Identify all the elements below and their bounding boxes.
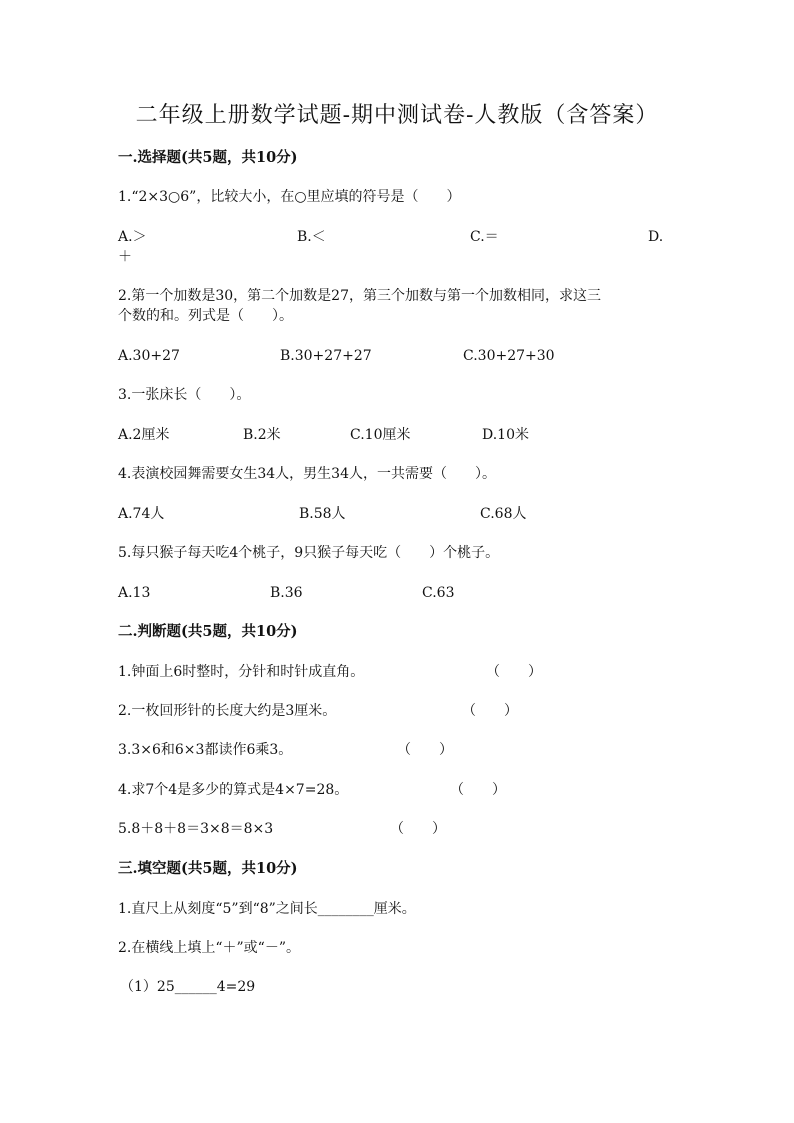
question-text: 5.每只猴子每天吃4个桃子，9只猴子每天吃（ ）个桃子。: [118, 545, 500, 561]
section-heading-choice: 一.选择题(共5题，共10分): [118, 149, 298, 166]
question-text: 个数的和。列式是（ ）。: [118, 308, 293, 324]
option: A.＞: [118, 229, 147, 245]
option: A.74人: [118, 506, 165, 522]
question-text: 4.表演校园舞需要女生34人，男生34人，一共需要（ ）。: [118, 466, 496, 482]
option: C.30+27+30: [463, 348, 555, 364]
question-text: 3.一张床长（ ）。: [118, 387, 251, 403]
option: C.＝: [470, 229, 499, 245]
answer-bracket: （ ）: [486, 664, 542, 680]
answer-bracket: （ ）: [450, 782, 506, 798]
option: B.30+27+27: [280, 348, 372, 364]
question-text: 3.3×6和6×3都读作6乘3。: [118, 742, 293, 758]
option: A.2厘米: [118, 427, 170, 443]
question-text: 1.直尺上从刻度“5”到“8”之间长________厘米。: [118, 901, 416, 917]
option: D.10米: [482, 427, 529, 443]
answer-bracket: （ ）: [390, 821, 446, 837]
answer-bracket: （ ）: [462, 703, 518, 719]
option: B.＜: [297, 229, 326, 245]
question-text: 5.8＋8＋8＝3×8＝8×3: [118, 821, 274, 837]
question-text: 1.“2×3○6”，比较大小，在○里应填的符号是（ ）: [118, 189, 461, 205]
question-text: 4.求7个4是多少的算式是4×7=28。: [118, 782, 349, 798]
question-text: 2.第一个加数是30，第二个加数是27，第三个加数与第一个加数相同，求这三: [118, 288, 601, 304]
question-text: 1.钟面上6时整时，分针和时针成直角。: [118, 664, 365, 680]
option: B.36: [270, 585, 303, 601]
option: D.: [648, 229, 664, 245]
option: A.30+27: [118, 348, 180, 364]
option: B.58人: [299, 506, 346, 522]
page-title: 二年级上册数学试题-期中测试卷-人教版（含答案）: [135, 103, 659, 128]
option: C.63: [422, 585, 455, 601]
section-heading-fill-in: 三.填空题(共5题，共10分): [118, 860, 298, 877]
question-text: 2.一枚回形针的长度大约是3厘米。: [118, 703, 337, 719]
section-heading-judgement: 二.判断题(共5题，共10分): [118, 623, 298, 640]
answer-bracket: （ ）: [397, 742, 453, 758]
question-text: 2.在横线上填上“＋”或“－”。: [118, 940, 300, 956]
option: C.10厘米: [350, 427, 411, 443]
question-text: （1）25______4=29: [120, 979, 256, 995]
option: A.13: [118, 585, 151, 601]
option: C.68人: [480, 506, 527, 522]
option: ＋: [118, 249, 132, 265]
option: B.2米: [243, 427, 281, 443]
